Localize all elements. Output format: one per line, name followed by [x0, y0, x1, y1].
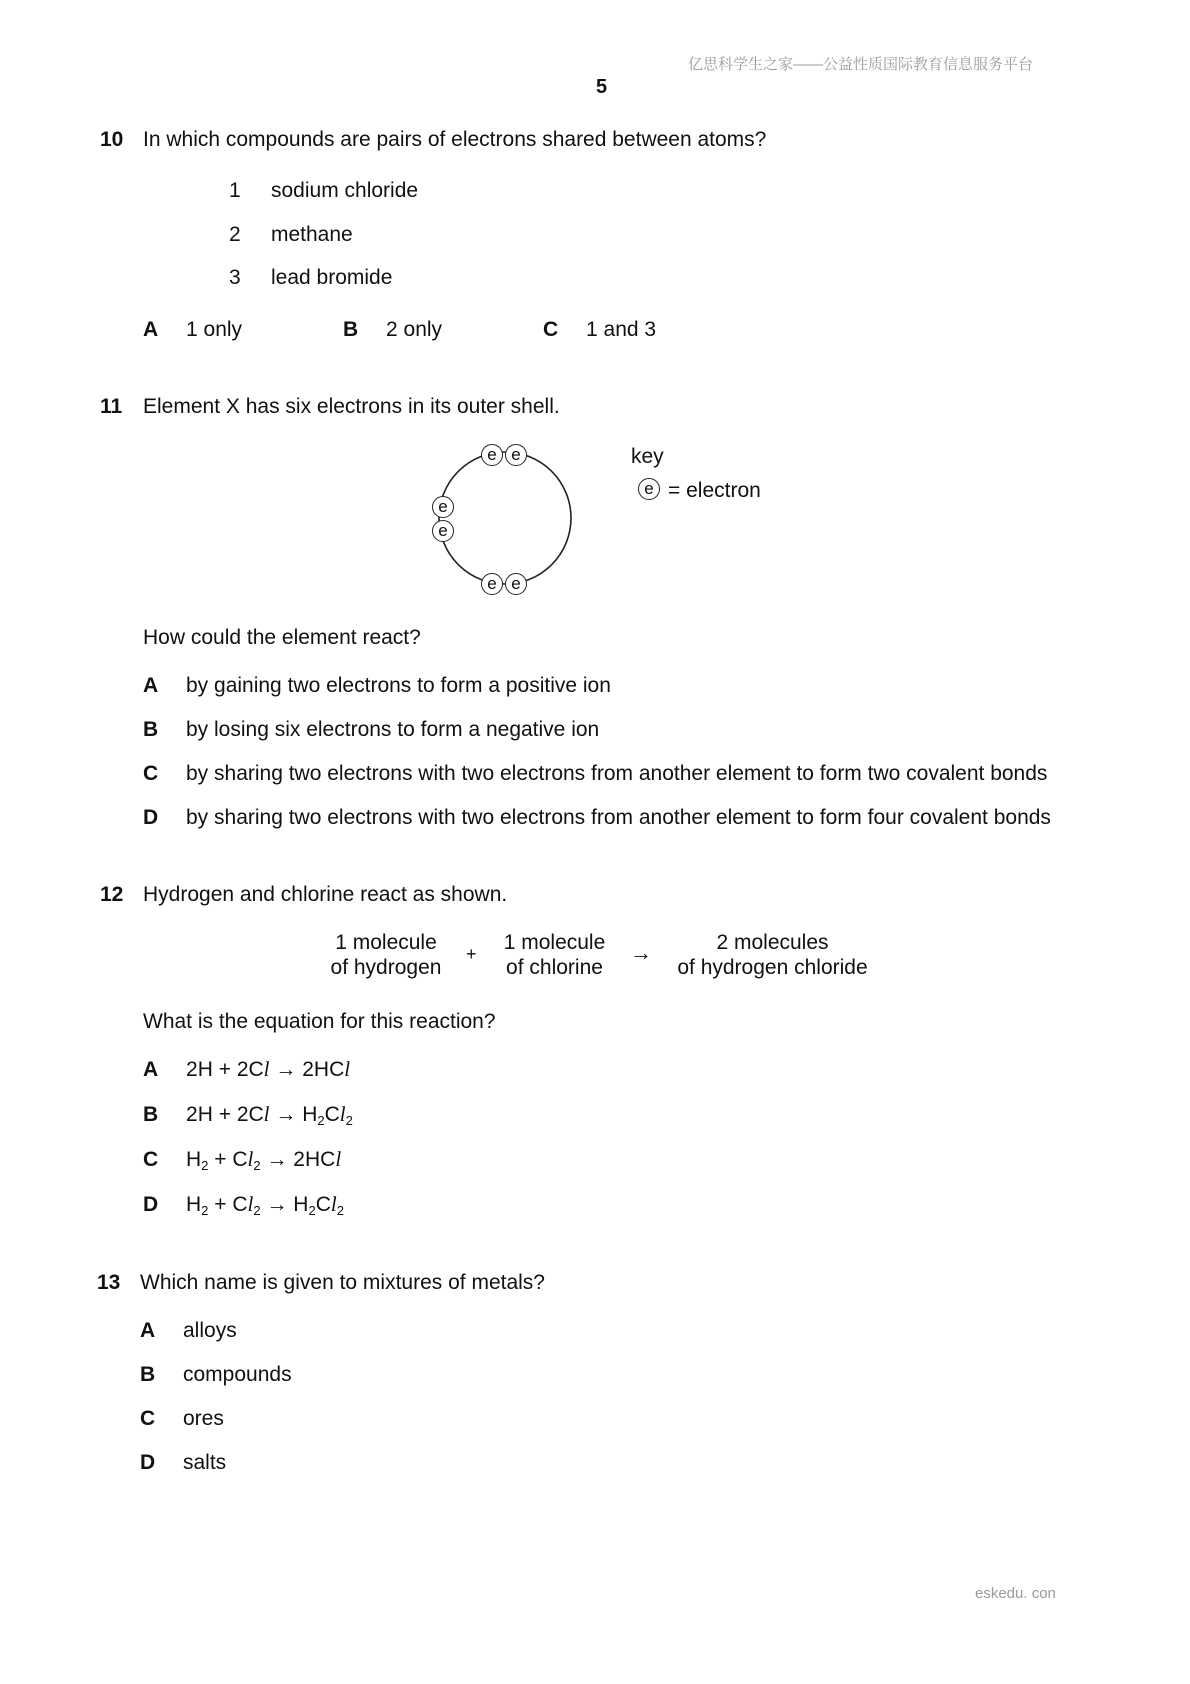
option-equation: 2H + 2Cl → 2HCl	[186, 1057, 351, 1081]
option-equation: $H_2 + Cl_2 \to H_2Cl_2$	[186, 1192, 344, 1218]
question-stem: Which name is given to mixtures of metals?	[140, 1271, 545, 1294]
option-letter: C	[543, 318, 559, 341]
electron-icon: e	[481, 573, 503, 595]
option-text: ores	[183, 1407, 224, 1430]
reactant-line: 1 molecule	[503, 931, 606, 954]
product-line: of hydrogen chloride	[677, 956, 868, 979]
option-equation: $2H + 2Cl \to H_2Cl_2$	[186, 1102, 353, 1128]
question-stem: Element X has six electrons in its outer shell.	[143, 395, 560, 418]
electron-icon: e	[638, 478, 660, 500]
option-letter: C	[143, 762, 159, 785]
option-letter: B	[140, 1363, 156, 1386]
option-letter: A	[143, 674, 159, 697]
question-number: 11	[100, 395, 123, 418]
option-letter: B	[343, 318, 359, 341]
item-text: sodium chloride	[271, 179, 419, 202]
option-text: compounds	[183, 1363, 292, 1386]
item-number: 3	[229, 266, 241, 289]
option-text: 2 only	[386, 318, 443, 341]
electron-icon: e	[481, 444, 503, 466]
option-text: salts	[183, 1451, 227, 1474]
key-text: = electron	[668, 479, 761, 502]
electron-icon: e	[505, 573, 527, 595]
reaction-arrow: →	[630, 940, 652, 965]
question-stem: Hydrogen and chlorine react as shown.	[143, 883, 508, 906]
question-number: 12	[100, 883, 124, 906]
reactant-line: of hydrogen	[330, 956, 442, 979]
option-letter: D	[140, 1451, 156, 1474]
option-text: 1 and 3	[586, 318, 657, 341]
option-letter: D	[143, 806, 159, 829]
option-text: 1 only	[186, 318, 243, 341]
key-title: key	[631, 445, 664, 468]
reactant-chlorine	[487, 930, 622, 980]
option-letter: A	[140, 1319, 156, 1342]
electron-icon: e	[432, 496, 454, 518]
item-text: lead bromide	[271, 266, 393, 289]
option-text: by losing six electrons to form a negative ion	[186, 718, 600, 741]
option-letter: B	[143, 1103, 159, 1126]
reactant-line: 1 molecule	[335, 931, 437, 954]
option-text: by sharing two electrons with two electrons from another element to form two covalent bonds	[186, 762, 1048, 785]
option-letter: A	[143, 318, 159, 341]
option-letter: C	[140, 1407, 156, 1430]
question-stem: In which compounds are pairs of electrons shared between atoms?	[143, 128, 767, 151]
plus-sign: +	[466, 944, 477, 964]
option-text: by gaining two electrons to form a positive ion	[186, 674, 611, 697]
option-equation: $H_2 + Cl_2 \to 2HCl$	[186, 1147, 342, 1173]
electron-icon: e	[505, 444, 527, 466]
option-text: by sharing two electrons with two electrons from another element to form four covalent bonds	[186, 806, 1051, 829]
question-number: 13	[97, 1271, 121, 1294]
header-watermark: 亿思科学生之家——公益性质国际教育信息服务平台	[688, 56, 1034, 73]
option-letter: B	[143, 718, 159, 741]
question-number: 10	[100, 128, 124, 151]
item-number: 1	[229, 179, 241, 202]
reactant-line: of chlorine	[506, 956, 603, 979]
product-line: 2 molecules	[716, 931, 829, 954]
option-letter: C	[143, 1148, 159, 1171]
option-letter: A	[143, 1058, 159, 1081]
question-prompt: What is the equation for this reaction?	[143, 1010, 496, 1033]
item-number: 2	[229, 223, 241, 246]
page-number: 5	[596, 76, 608, 98]
item-text: methane	[271, 223, 353, 246]
electron-icon: e	[432, 520, 454, 542]
option-text: alloys	[183, 1319, 237, 1342]
question-prompt: How could the element react?	[143, 626, 421, 649]
product-hydrogen-chloride	[665, 930, 880, 980]
reactant-hydrogen	[311, 930, 461, 980]
outer-shell-circle	[430, 440, 580, 600]
footer-site: eskedu. con	[975, 1585, 1056, 1602]
option-letter: D	[143, 1193, 159, 1216]
